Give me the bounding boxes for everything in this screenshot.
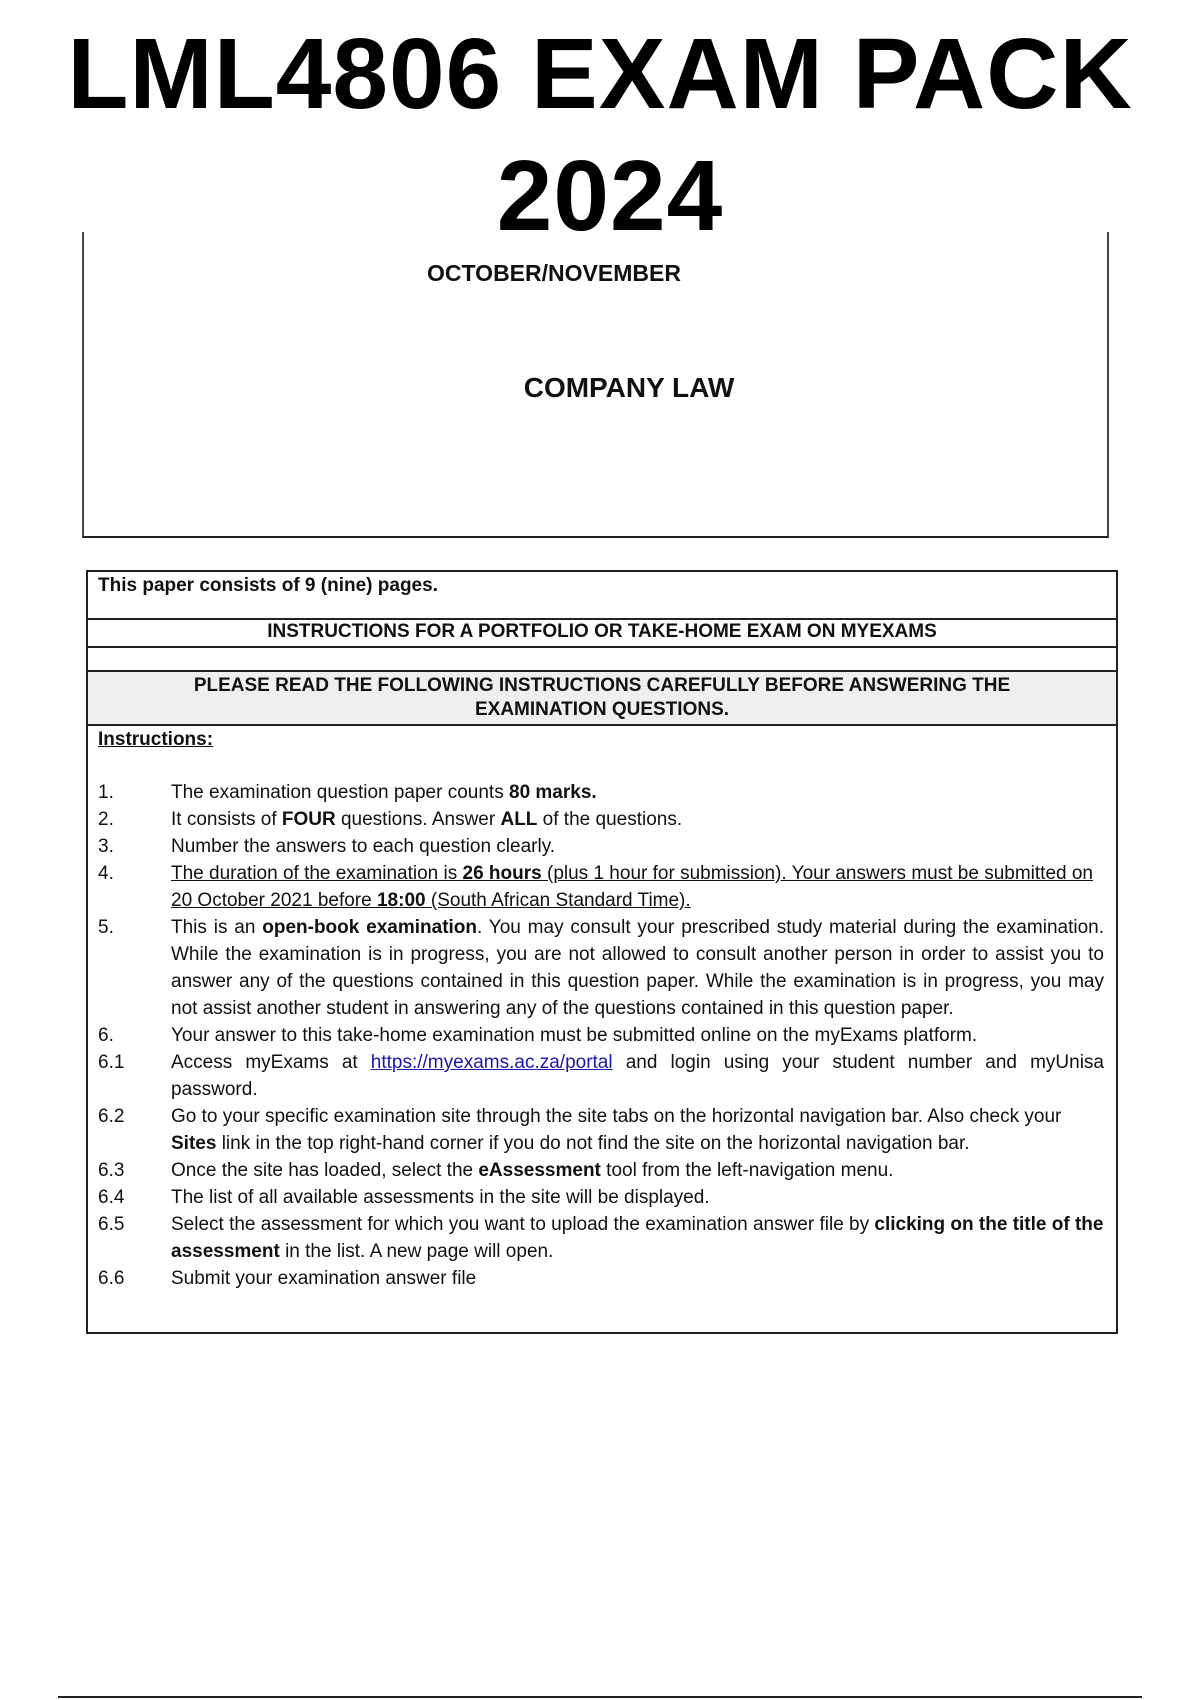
item-text: Go to your specific examination site through the site tabs on the horizontal navigation bar. Also check your Sites link in the top right-hand corner if you do not find the site on the horizontal navigation bar. bbox=[171, 1106, 1062, 1154]
item-text: Your answer to this take-home examination must be submitted online on the myExams platform. bbox=[171, 1025, 978, 1046]
instruction-item bbox=[98, 806, 1106, 833]
item-number: 6. bbox=[98, 1025, 114, 1046]
item-text: Once the site has loaded, select the eAssessment tool from the left-navigation menu. bbox=[171, 1160, 894, 1181]
item-number: 2. bbox=[98, 809, 114, 830]
subject-title: COMPANY LAW bbox=[523, 372, 735, 403]
item-number: 6.2 bbox=[98, 1106, 125, 1127]
instruction-item bbox=[98, 1211, 1106, 1265]
read-line-2: EXAMINATION QUESTIONS. bbox=[474, 699, 730, 720]
instruction-item bbox=[98, 1049, 1106, 1103]
instruction-item bbox=[98, 779, 1106, 806]
footer-rule bbox=[58, 1696, 1142, 1698]
myexams-portal-link[interactable]: https://myexams.ac.za/portal bbox=[370, 1052, 613, 1073]
instruction-item bbox=[98, 833, 1106, 860]
instruction-item bbox=[98, 1103, 1106, 1157]
item-text: Number the answers to each question clearly. bbox=[171, 836, 556, 857]
item-text: It consists of FOUR questions. Answer ALL of the questions. bbox=[171, 809, 683, 830]
instruction-item bbox=[98, 1157, 1106, 1184]
instructions-title: INSTRUCTIONS FOR A PORTFOLIO OR TAKE-HOME EXAM ON MYEXAMS bbox=[88, 620, 1116, 648]
item-number: 6.5 bbox=[98, 1214, 125, 1235]
instruction-item bbox=[98, 1184, 1106, 1211]
item-text: The duration of the examination is 26 hours (plus 1 hour for submission). Your answers must be submitted on 20 October 2021 before 18:00 (South African Standard Time). bbox=[171, 863, 1093, 911]
item-number: 1. bbox=[98, 782, 114, 803]
read-carefully-banner bbox=[88, 672, 1116, 726]
instructions-table bbox=[86, 570, 1118, 1334]
item-number: 4. bbox=[98, 863, 114, 884]
item-number: 5. bbox=[98, 917, 114, 938]
pages-note: This paper consists of 9 (nine) pages. bbox=[88, 572, 1116, 620]
exam-period: OCTOBER/NOVEMBER bbox=[427, 260, 681, 286]
item-number: 6.6 bbox=[98, 1268, 125, 1289]
item-number: 6.1 bbox=[98, 1052, 125, 1073]
cover-box bbox=[82, 232, 1109, 538]
item-number: 6.3 bbox=[98, 1160, 125, 1181]
blank-row bbox=[88, 648, 1116, 672]
instruction-item bbox=[98, 1022, 1106, 1049]
exam-pack-title: LML4806 EXAM PACK bbox=[67, 18, 1133, 130]
read-line-1: PLEASE READ THE FOLLOWING INSTRUCTIONS CAREFULLY BEFORE ANSWERING THE bbox=[193, 675, 1011, 696]
item-text: Submit your examination answer file bbox=[171, 1268, 477, 1289]
exam-pack-year: 2024 bbox=[496, 140, 724, 252]
item-text: The examination question paper counts 80 marks. bbox=[171, 782, 597, 803]
item-text: The list of all available assessments in the site will be displayed. bbox=[171, 1187, 710, 1208]
item-text: This is an open-book examination. You may consult your prescribed study material during the examination. While the examination is in progress, you are not allowed to consult another person in order to assist you to answer any of the questions contained in this question paper. While the examination is in progress, you may not assist another student in answering any of the questions contained in this question paper. bbox=[171, 917, 1104, 1019]
item-text: Access myExams at https://myexams.ac.za/portal and login using your student number and myUnisa password. bbox=[171, 1052, 1104, 1100]
instructions-body bbox=[88, 729, 1116, 1292]
instructions-label: Instructions: bbox=[98, 729, 214, 750]
item-text: Select the assessment for which you want to upload the examination answer file by clicking on the title of the assessment in the list. A new page will open. bbox=[171, 1214, 1104, 1262]
instruction-item bbox=[98, 914, 1106, 1022]
item-number: 3. bbox=[98, 836, 114, 857]
item-number: 6.4 bbox=[98, 1187, 125, 1208]
instruction-item bbox=[98, 1265, 1106, 1292]
instruction-item bbox=[98, 860, 1106, 914]
